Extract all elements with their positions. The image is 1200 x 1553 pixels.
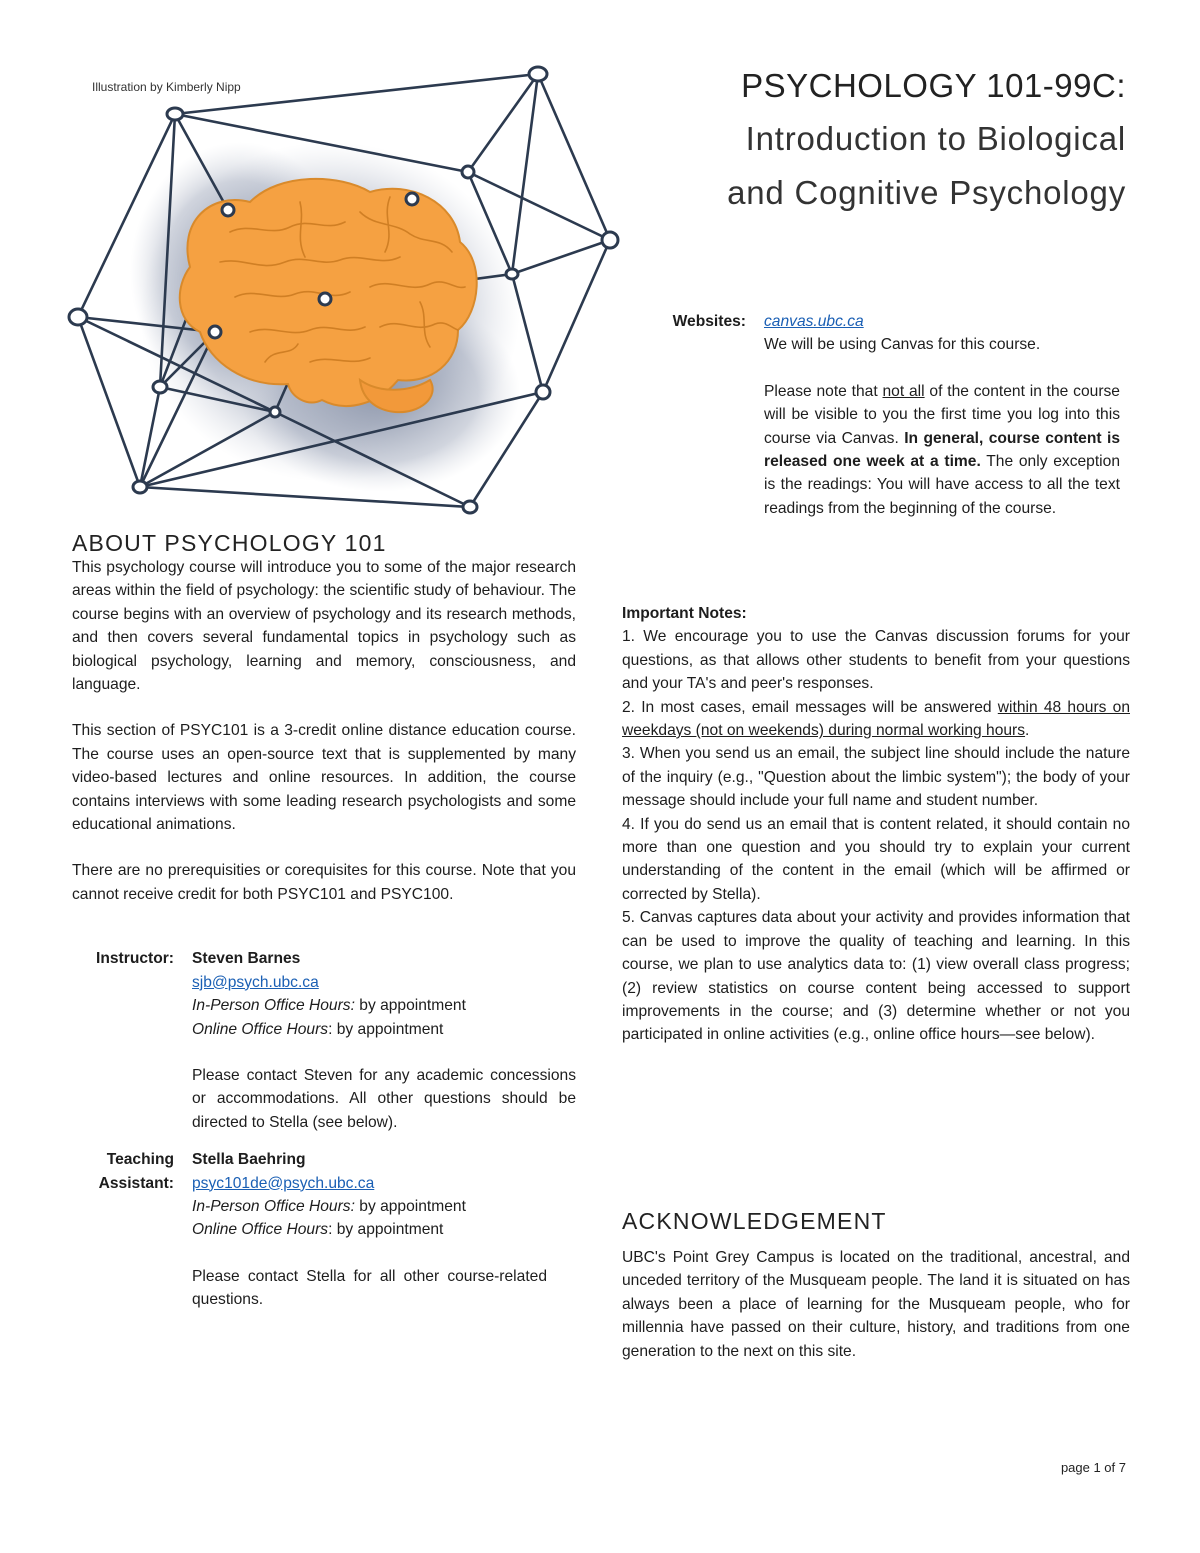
note-4: 4. If you do send us an email that is content related, it should contain no more than one question and you should try to explain your current understanding of the content in the email (which will be affirmed or corrected by Stella). xyxy=(622,815,1130,903)
note-5: 5. Canvas captures data about your activity and provides information that can be used to improve the quality of teaching and learning. In this course, we plan to use analytics data to: (1) view overall class progress; (2) review statistics on course content being accessed to support improvements in the course; and (3) determine whether or not you participated in online activities (e.g., online office hours—see below). xyxy=(622,909,1130,1044)
websites-line1: We will be using Canvas for this course. xyxy=(764,336,1041,354)
ta-online-value: : by appointment xyxy=(328,1221,444,1239)
notes-heading: Important Notes: xyxy=(622,605,747,622)
course-code: PSYCHOLOGY 101-99C: xyxy=(741,67,1126,104)
about-paragraph-3: There are no prerequisities or corequisites for this course. Note that you cannot receive credit for both PSYC101 and PSYC100. xyxy=(72,862,576,903)
course-name-line1: Introduction to Biological xyxy=(745,120,1126,157)
canvas-link[interactable]: canvas.ubc.ca xyxy=(764,313,864,330)
instructor-name: Steven Barnes xyxy=(192,950,301,968)
ta-name: Stella Baehring xyxy=(192,1151,306,1169)
ta-label-line2: Assistant: xyxy=(98,1174,174,1192)
about-paragraph-2: This section of PSYC101 is a 3-credit online distance education course. The course uses an open-source text that is supplemented by many video-based lectures and online resources. In addition, the course contains interviews with some leading research psychologists and some educational animations. xyxy=(72,722,576,834)
acknowledgement-text: UBC's Point Grey Campus is located on the traditional, ancestral, and unceded territory of the Musqueam people. The land it is situated on has always been a place of learning for the Musqueam people, who for millennia have passed on their culture, history, and traditions from one generation to the next on this site. xyxy=(622,1249,1130,1360)
ta-label xyxy=(72,1148,192,1311)
note-3: 3. When you send us an email, the subject line should include the nature of the inquiry (e.g., "Question about the limbic system"); the body of your message should include your full name and student number. xyxy=(622,745,1130,810)
acknowledgement-section xyxy=(622,1208,1130,1363)
page-number: page 1 of 7 xyxy=(1060,1460,1126,1475)
ta-inperson-label: In-Person Office Hours: xyxy=(192,1197,355,1215)
important-notes xyxy=(622,602,1130,1047)
instructor-label: Instructor: xyxy=(96,950,174,968)
instructor-block xyxy=(72,947,576,1134)
about-heading: ABOUT PSYCHOLOGY 101 xyxy=(72,530,387,556)
about-paragraph-1: This psychology course will introduce you to some of the major research areas within the field of psychology: the scientific study of behaviour. The course begins with an overview of psychology and its research methods, and then covers several fundamental topics in psychology such as biological psychology, learning and memory, consciousness, and language. xyxy=(72,559,576,694)
instructor-inperson-value: by appointment xyxy=(354,997,466,1015)
ta-online-label: Online Office Hours xyxy=(192,1221,329,1239)
websites-label: Websites: xyxy=(672,313,746,330)
ta-note: Please contact Stella for all other course-related questions. xyxy=(192,1267,547,1309)
instructor-online-value: : by appointment xyxy=(328,1020,444,1038)
illustration-credit: Illustration by Kimberly Nipp xyxy=(92,80,241,94)
websites-note: Please note that not all of the content in the course will be visible to you the first time you log into this course via Canvas. In general, course content is released one week at a time. The only exception is the readings: You will have access to all the text readings from the beginning of the course. xyxy=(764,382,1120,517)
left-column xyxy=(72,530,576,1312)
course-name-line2: and Cognitive Psychology xyxy=(727,174,1126,211)
ta-block xyxy=(72,1148,576,1311)
ta-label-line1: Teaching xyxy=(106,1151,174,1169)
note-2: 2. In most cases, email messages will be answered within 48 hours on weekdays (not on weekends) during normal working hours. xyxy=(622,698,1130,740)
instructor-inperson-label: In-Person Office Hours: xyxy=(192,997,355,1015)
websites-block xyxy=(622,310,1130,520)
ta-email-link[interactable]: psyc101de@psych.ubc.ca xyxy=(192,1174,375,1192)
instructor-online-label: Online Office Hours xyxy=(192,1020,329,1038)
course-title xyxy=(566,60,1126,220)
instructor-note: Please contact Steven for any academic concessions or accommodations. All other questions should be directed to Stella (see below). xyxy=(192,1066,576,1131)
brain-network-illustration xyxy=(60,62,630,532)
ta-inperson-value: by appointment xyxy=(354,1197,466,1215)
note-1: 1. We encourage you to use the Canvas discussion forums for your questions, as that allows other students to benefit from your questions and your TA's and peer's responses. xyxy=(622,628,1130,693)
acknowledgement-heading: ACKNOWLEDGEMENT xyxy=(622,1208,887,1234)
instructor-email-link[interactable]: sjb@psych.ubc.ca xyxy=(192,973,319,991)
